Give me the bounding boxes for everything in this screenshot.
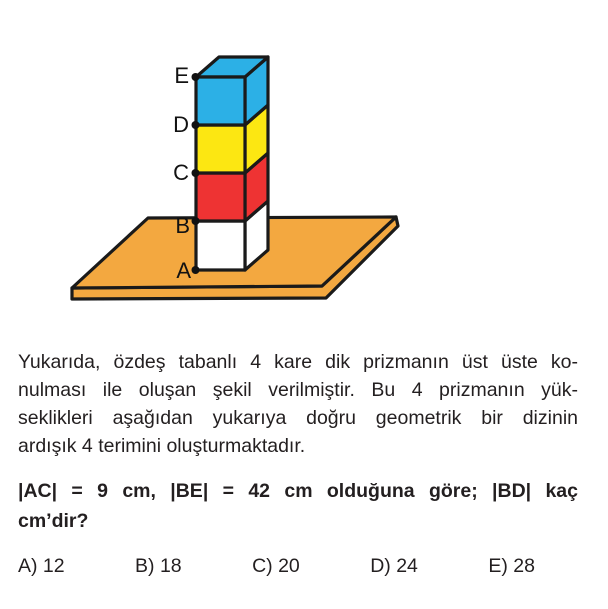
- prism-white-front: [196, 221, 245, 270]
- answer-options-row: [18, 552, 535, 580]
- question-line-2: cm’dir?: [18, 510, 89, 532]
- point-label-b: B: [175, 213, 190, 238]
- point-label-c: C: [173, 160, 189, 185]
- point-dot-c: [192, 169, 200, 177]
- paragraph-line-1: Yukarıda, özdeş tabanlı 4 kare dik prizmanın üst üste ko-: [18, 351, 578, 373]
- answer-option-a: A) 12: [18, 555, 65, 577]
- point-dot-b: [192, 217, 200, 225]
- question-statement: [18, 476, 578, 536]
- point-dot-e: [192, 73, 200, 81]
- point-label-e: E: [174, 63, 189, 88]
- point-dot-d: [192, 121, 200, 129]
- point-dot-a: [192, 266, 200, 274]
- question-line-1: |AC| = 9 cm, |BE| = 42 cm olduğuna göre; |BD| kaç: [18, 480, 578, 502]
- question-paragraph: [18, 348, 578, 460]
- paragraph-line-4: ardışık 4 terimini oluşturmaktadır.: [18, 435, 306, 457]
- prism-yellow-front: [196, 125, 245, 173]
- paragraph-line-3: seklikleri aşağıdan yukarıya doğru geometrik bir dizinin: [18, 407, 578, 429]
- answer-option-e: E) 28: [488, 555, 535, 577]
- answer-option-b: B) 18: [135, 555, 182, 577]
- point-label-d: D: [173, 112, 189, 137]
- prism-blue-front: [196, 77, 245, 125]
- answer-option-d: D) 24: [370, 555, 418, 577]
- paragraph-line-2: nulması ile oluşan şekil verilmiştir. Bu 4 prizmanın yük-: [18, 379, 578, 401]
- answer-option-c: C) 20: [252, 555, 300, 577]
- point-label-a: A: [176, 258, 191, 283]
- prism-red-front: [196, 173, 245, 221]
